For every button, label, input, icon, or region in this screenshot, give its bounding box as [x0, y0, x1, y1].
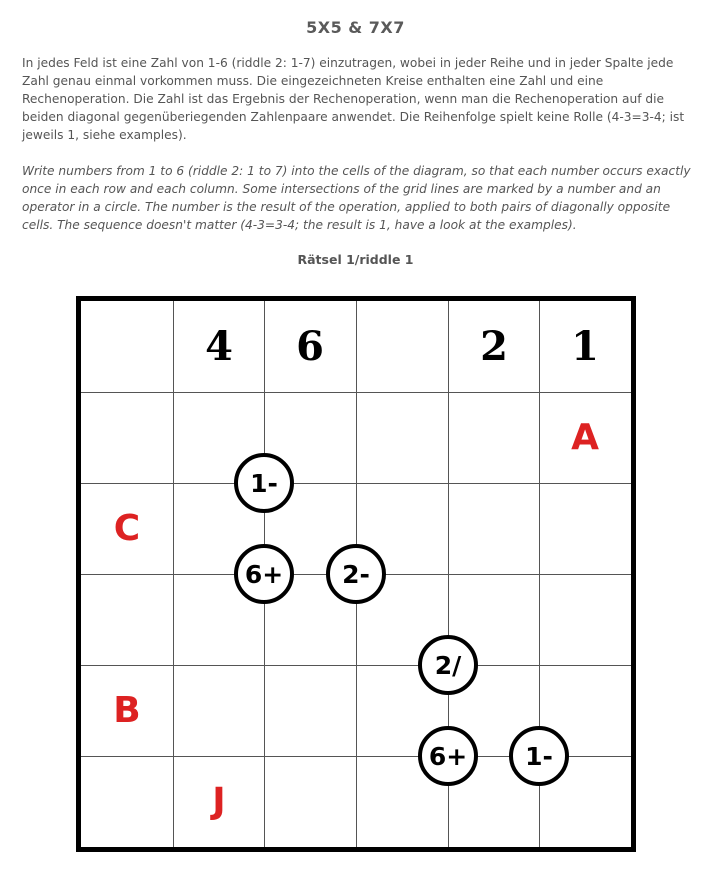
- operation-circle: [234, 453, 294, 513]
- page-title: 5X5 & 7X7: [306, 18, 405, 37]
- grid-line-horizontal: [81, 665, 631, 666]
- cell-letter-label: A: [571, 417, 599, 458]
- operation-circle: [418, 635, 478, 695]
- operation-circle-text: 2-: [342, 559, 370, 589]
- cell-letter-label: B: [113, 690, 141, 731]
- puzzle-grid[interactable]: [76, 296, 636, 852]
- cell-letter-label: C: [113, 508, 141, 549]
- top-clue-number: 6: [296, 323, 324, 370]
- instructions-english: Write numbers from 1 to 6 (riddle 2: 1 to 7) into the cells of the diagram, so that each number occurs exactly once in each row and each column. Some intersections of the grid lines are marked by a number and an operator in a circle. The number is the result of the operation, applied to both pairs of diagonally opposite cells. The sequence doesn't matter (4-3=3-4; the result is 1, have a look at the examples).: [22, 164, 691, 232]
- operation-circle: [418, 726, 478, 786]
- operation-circle-text: 6+: [244, 559, 284, 589]
- operation-circle: [326, 544, 386, 604]
- operation-circle-text: 6+: [428, 741, 468, 771]
- operation-circle-text: 1-: [525, 741, 553, 771]
- operation-circle-text: 1-: [250, 468, 278, 498]
- cell-letter-label: J: [212, 781, 226, 822]
- top-clue-number: 4: [205, 323, 233, 370]
- operation-circle-text: 2/: [434, 650, 462, 680]
- operation-circle: [234, 544, 294, 604]
- top-clue-number: 1: [571, 323, 599, 370]
- top-clue-number: 2: [480, 323, 508, 370]
- instructions-german: In jedes Feld ist eine Zahl von 1-6 (riddle 2: 1-7) einzutragen, wobei in jeder Reihe und in jeder Spalte jede Zahl genau einmal vorkommen muss. Die eingezeichneten Kreise enthalten eine Zahl und eine Rechenoperation. Die Zahl ist das Ergebnis der Rechenoperation, wenn man die Rechenoperation auf die beiden diagonal gegenüberiegenden Zahlenpaare anwendet. Die Reihenfolge spielt keine Rolle (4-3=3-4; ist jeweils 1, siehe examples).: [22, 56, 685, 142]
- operation-circle: [509, 726, 569, 786]
- riddle-title: Rätsel 1/riddle 1: [297, 252, 414, 267]
